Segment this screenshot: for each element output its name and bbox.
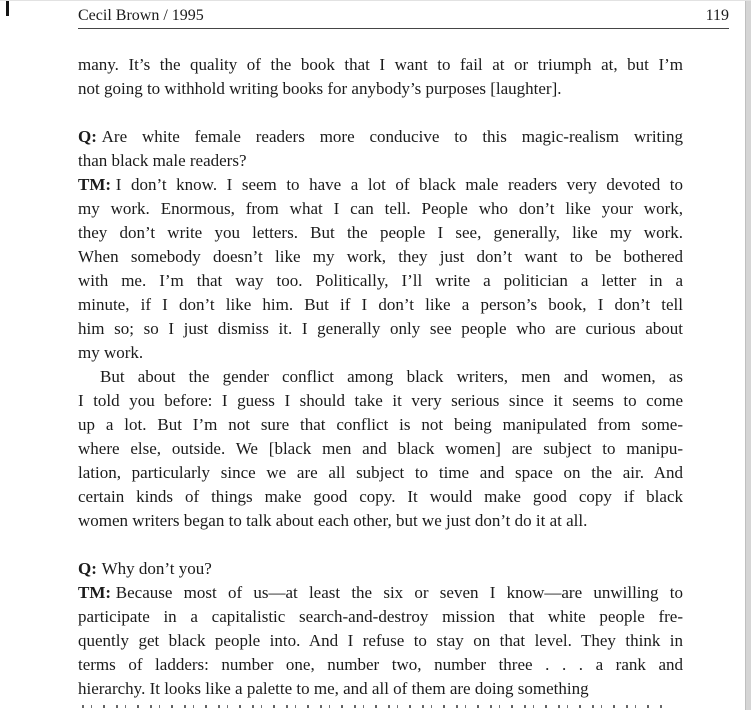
line-text: certain kinds of things make good copy. It would make good copy if black xyxy=(78,487,683,506)
page-body xyxy=(78,53,683,701)
line-text: women writers began to talk about each other, but we just don’t do it at all. xyxy=(78,511,588,530)
line-text: Because most of us—at least the six or seven I know—are unwilling to xyxy=(115,583,683,602)
text-line xyxy=(78,509,683,533)
line-text: Why don’t you? xyxy=(101,559,212,578)
speaker-label: Q: xyxy=(78,559,97,578)
text-line xyxy=(78,173,683,197)
text-line xyxy=(78,677,683,701)
text-line xyxy=(78,293,683,317)
text-line xyxy=(78,221,683,245)
text-line xyxy=(78,389,683,413)
speaker-label: TM: xyxy=(78,583,112,602)
line-text: not going to withhold writing books for anybody’s purposes [laughter]. xyxy=(78,79,562,98)
line-text: participate in a capitalistic search-and-destroy mission that white people fre- xyxy=(78,607,683,626)
line-text: up a lot. But I’m not sure that conflict is not being manipulated from some- xyxy=(78,415,683,434)
scan-artifact-mark xyxy=(6,1,9,16)
line-text: hierarchy. It looks like a palette to me, and all of them are doing something xyxy=(78,679,589,698)
line-text: terms of ladders: number one, number two, number three . . . a rank and xyxy=(78,655,683,674)
line-text: many. It’s the quality of the book that I want to fail at or triumph at, but I’m xyxy=(78,55,683,74)
text-line xyxy=(78,413,683,437)
line-text: my work. xyxy=(78,343,144,362)
line-text: But about the gender conflict among black writers, men and women, as xyxy=(100,367,683,386)
line-text: I told you before: I guess I should take it very serious since it seems to come xyxy=(78,391,683,410)
text-line xyxy=(78,197,683,221)
text-line xyxy=(78,149,683,173)
line-text: minute, if I don’t like him. But if I don’t like a person’s book, I don’t tell xyxy=(78,295,683,314)
text-line xyxy=(78,245,683,269)
line-text: I don’t know. I seem to have a lot of black male readers very devoted to xyxy=(115,175,683,194)
text-line xyxy=(78,629,683,653)
text-line xyxy=(78,365,683,389)
running-title: Cecil Brown / 1995 xyxy=(78,7,204,24)
line-text: than black male readers? xyxy=(78,151,247,170)
text-line xyxy=(78,581,683,605)
page-header xyxy=(78,7,729,25)
line-text: When somebody doesn’t like my work, they just don’t want to be bothered xyxy=(78,247,683,266)
text-line xyxy=(78,485,683,509)
page-number: 119 xyxy=(705,7,729,24)
text-line xyxy=(78,341,683,365)
text-line xyxy=(78,461,683,485)
text-line xyxy=(78,53,683,77)
line-text: they don’t write you letters. But the people I see, generally, like my work. xyxy=(78,223,683,242)
line-text: where else, outside. We [black men and black women] are subject to manipu- xyxy=(78,439,683,458)
text-line xyxy=(78,605,683,629)
speaker-label: Q: xyxy=(78,127,97,146)
text-line xyxy=(78,653,683,677)
line-text: my work. Enormous, from what I can tell. People who don’t like your work, xyxy=(78,199,683,218)
text-line xyxy=(78,269,683,293)
clipped-text-line xyxy=(82,705,668,708)
text-line xyxy=(78,437,683,461)
text-line xyxy=(78,557,683,581)
text-line xyxy=(78,317,683,341)
text-line xyxy=(78,125,683,149)
text-line xyxy=(78,77,683,101)
speaker-label: TM: xyxy=(78,175,112,194)
header-rule xyxy=(78,28,729,29)
scrollbar-track[interactable] xyxy=(745,1,751,710)
line-text: him so; so I just dismiss it. I generally only see people who are curious about xyxy=(78,319,683,338)
line-text: quently get black people into. And I refuse to stay on that level. They think in xyxy=(78,631,683,650)
line-text: lation, particularly since we are all subject to time and space on the air. And xyxy=(78,463,683,482)
line-text: with me. I’m that way too. Politically, I’ll write a politician a letter in a xyxy=(78,271,683,290)
line-text: Are white female readers more conducive to this magic-realism writing xyxy=(101,127,683,146)
